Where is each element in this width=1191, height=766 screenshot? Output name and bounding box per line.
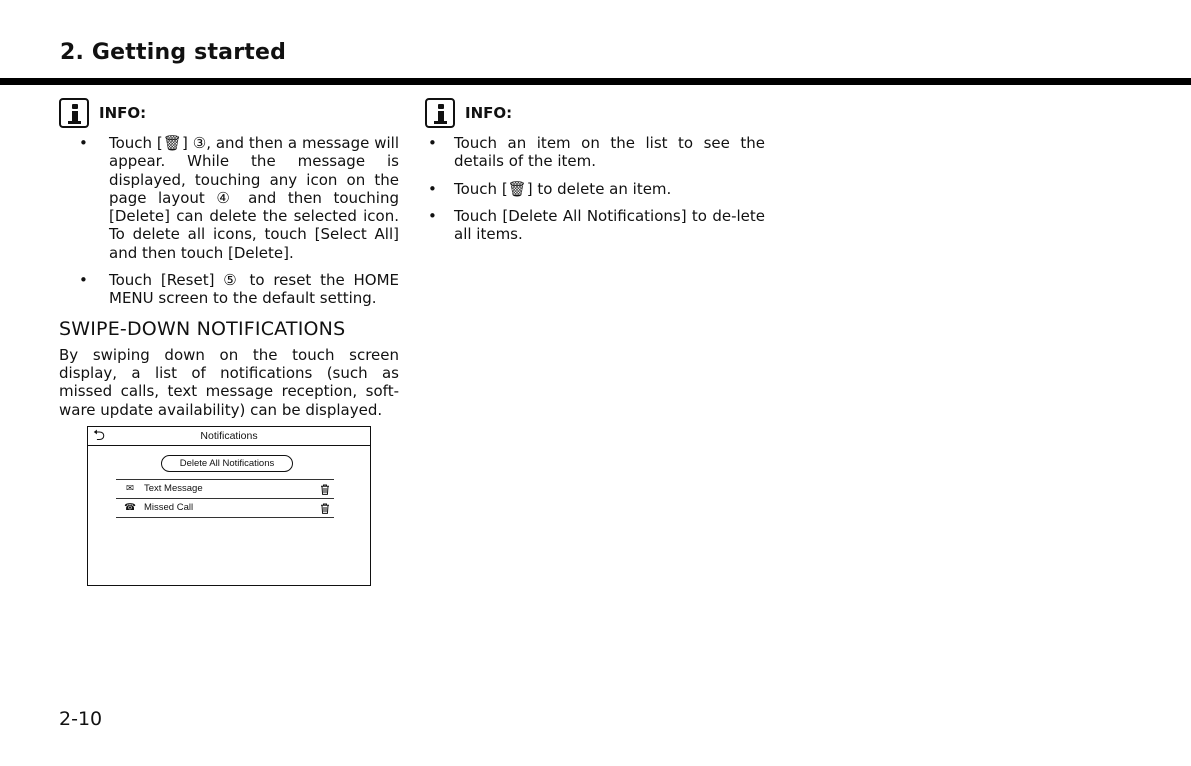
info-icon — [59, 98, 89, 128]
right-column — [425, 96, 765, 252]
notification-label: Text Message — [144, 483, 203, 494]
info-icon — [425, 98, 455, 128]
info-label: INFO: — [99, 104, 147, 122]
trash-icon[interactable] — [320, 503, 330, 521]
notifications-screen-illustration — [87, 426, 371, 586]
missed-call-icon: ☎ — [124, 502, 136, 513]
section-body: By swiping down on the touch screen display, a list of notifications (such as missed calls, text message reception, soft-ware update availability) can be displayed. — [59, 345, 399, 419]
notification-label: Missed Call — [144, 502, 194, 513]
info-bullet: • Touch [🗑] ③, and then a message will appear. While the message is displayed, touching any icon on the page layout ④ and then touching [Delete] can delete the selected icon. To delete all icons, touch [Select All] and then touch [Delete]. — [59, 134, 399, 262]
envelope-icon: ✉ — [126, 483, 134, 494]
screen-header — [88, 427, 370, 446]
notification-item-missed-call[interactable] — [116, 498, 334, 518]
info-bullet: • Touch [🗑] to delete an item. — [425, 180, 765, 198]
info-bullet-list — [425, 134, 765, 243]
notification-item-text-message[interactable] — [116, 479, 334, 498]
info-label: INFO: — [465, 104, 513, 122]
info-heading — [59, 96, 399, 130]
info-heading — [425, 96, 765, 130]
info-bullet: • Touch [Reset] ⑤ to reset the HOME MENU screen to the default setting. — [59, 271, 399, 308]
notification-list — [116, 479, 334, 518]
info-bullet: • Touch an item on the list to see the details of the item. — [425, 134, 765, 171]
info-bullet: • Touch [Delete All Notifications] to de-lete all items. — [425, 207, 765, 244]
page-number: 2-10 — [59, 708, 103, 730]
info-bullet-list — [59, 134, 399, 308]
section-title: SWIPE-DOWN NOTIFICATIONS — [59, 317, 346, 340]
header-rule — [0, 78, 1191, 85]
back-icon[interactable]: ⮌ — [93, 427, 106, 444]
chapter-title: 2. Getting started — [60, 40, 287, 65]
delete-all-notifications-button[interactable]: Delete All Notifications — [161, 455, 293, 472]
left-column — [59, 96, 399, 419]
screen-title: Notifications — [200, 430, 258, 442]
